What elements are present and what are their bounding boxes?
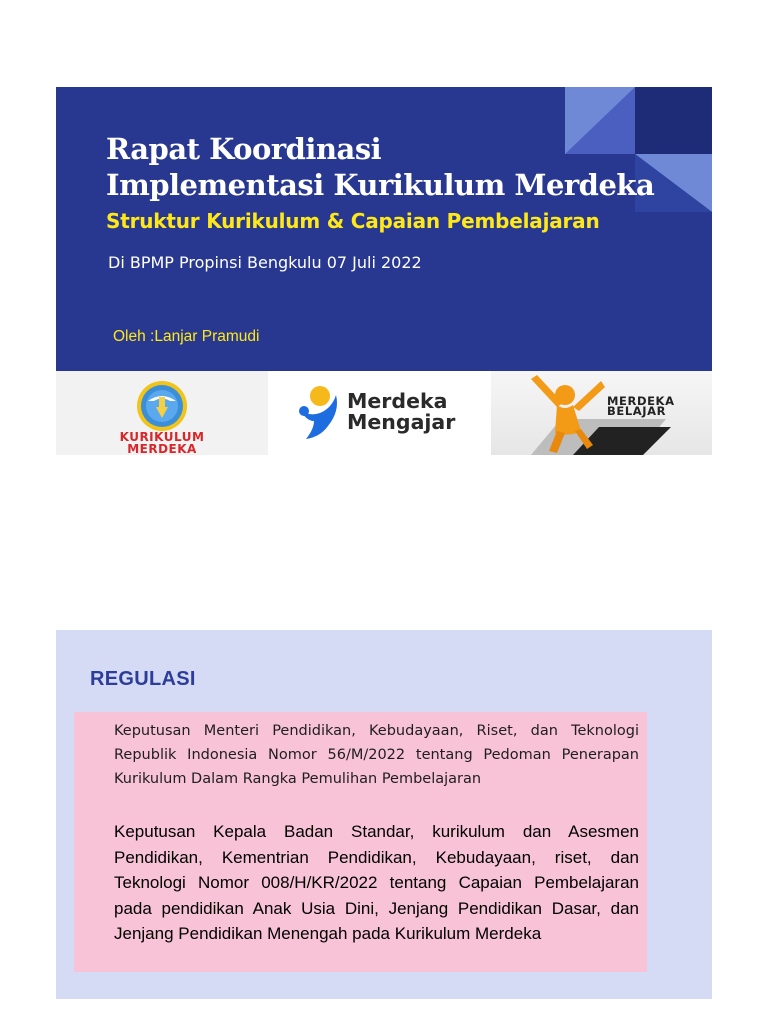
- belajar-line1: MERDEKA: [607, 394, 675, 408]
- slide-title-line2: Implementasi Kurikulum Merdeka: [106, 168, 655, 202]
- merdeka-mengajar-wordmark: [347, 391, 455, 433]
- merdeka-mengajar-logo: [268, 371, 491, 455]
- merdeka-logo-text: MERDEKA: [127, 442, 197, 455]
- kurikulum-merdeka-logo: [56, 371, 268, 455]
- regulation-paragraph-1: Keputusan Menteri Pendidikan, Kebudayaan, Riset, dan Teknologi Republik Indonesia Nomor 56/M/2022 tentang Pedoman Penerapan Kurikulum Dalam Rangka Pemulihan Pembelajaran: [114, 723, 639, 787]
- venue-date-text: Di BPMP Propinsi Bengkulu 07 Juli 2022: [108, 253, 422, 272]
- author-text: Oleh :Lanjar Pramudi: [113, 328, 260, 345]
- belajar-line2: BELAJAR: [607, 404, 667, 418]
- regulation-paragraph-2: Keputusan Kepala Badan Standar, kurikulum dan Asesmen Pendidikan, Kementrian Pendidikan, Kebudayaan, riset, dan Teknologi Nomor 008/H/KR/2022 tentang Capaian Pembelajaran pada pendidikan Anak Usia Dini, Jenjang Pendidikan Dasar, dan Jenjang Pendidikan Menengah pada Kurikulum Merdeka: [114, 822, 639, 943]
- slide-title-line1: Rapat Koordinasi: [106, 132, 382, 166]
- tut-wuri-handayani-icon: [56, 371, 268, 431]
- merdeka-word: Merdeka: [347, 389, 448, 413]
- logo-strip: [56, 371, 712, 455]
- slide-title: [106, 131, 654, 203]
- title-slide-banner: [56, 87, 712, 371]
- title-slide: [56, 87, 712, 455]
- merdeka-mengajar-icon: [280, 371, 350, 455]
- regulasi-slide: [56, 630, 712, 999]
- regulation-text-box: [74, 712, 647, 972]
- jumping-person-icon: [491, 371, 712, 455]
- slide-subtitle: Struktur Kurikulum & Capaian Pembelajaran: [106, 209, 600, 233]
- kurikulum-logo-text: KURIKULUM: [119, 430, 205, 444]
- mengajar-word: Mengajar: [347, 410, 456, 434]
- regulasi-heading: REGULASI: [90, 668, 196, 690]
- merdeka-belajar-image: [491, 371, 712, 455]
- merdeka-belajar-wordmark: [607, 396, 675, 416]
